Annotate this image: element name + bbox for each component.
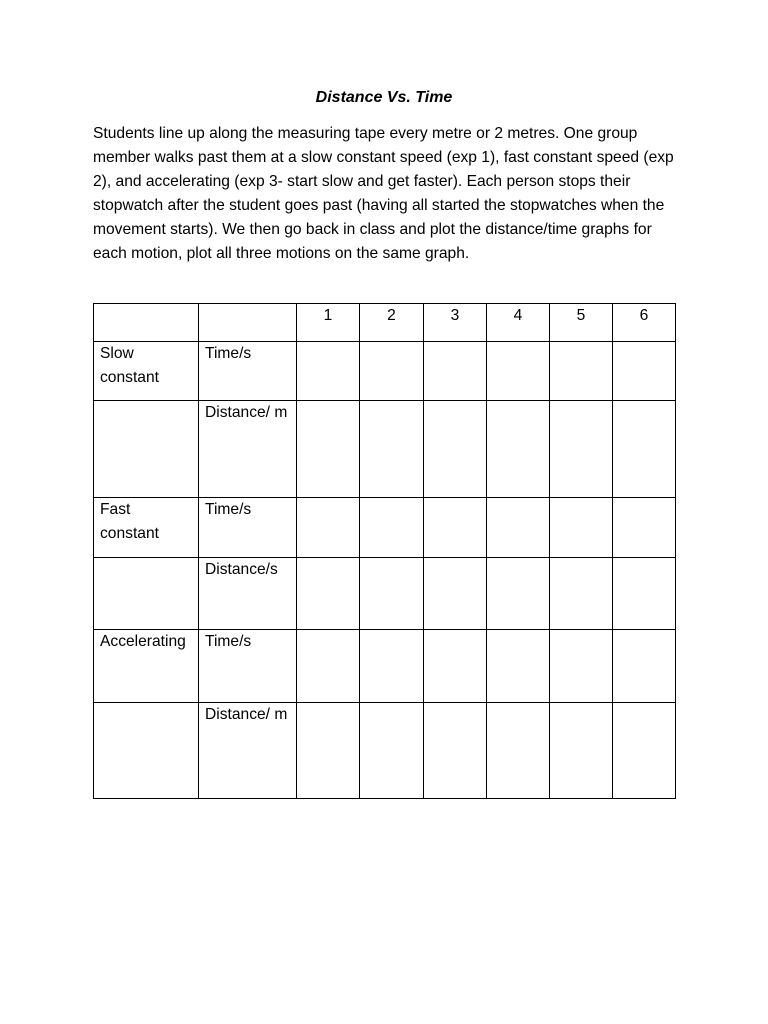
data-entry-cell[interactable] [424,342,487,401]
data-entry-cell[interactable] [424,630,487,703]
table-row [94,401,676,498]
measure-label: Time/s [199,498,297,558]
data-entry-cell[interactable] [297,498,360,558]
data-entry-cell[interactable] [613,498,676,558]
data-entry-cell[interactable] [360,401,424,498]
data-entry-cell[interactable] [613,703,676,799]
header-empty-cell[interactable] [199,304,297,342]
data-entry-cell[interactable] [297,558,360,630]
results-table [93,303,676,799]
data-entry-cell[interactable] [424,498,487,558]
trial-header: 6 [613,304,676,342]
table-header-row [94,304,676,342]
table-row [94,342,676,401]
measure-label: Distance/ m [199,401,297,498]
experiment-label [94,703,199,799]
trial-header: 3 [424,304,487,342]
trial-header: 1 [297,304,360,342]
data-entry-cell[interactable] [550,703,613,799]
experiment-label: Slow constant [94,342,199,401]
trial-header: 2 [360,304,424,342]
data-entry-cell[interactable] [550,630,613,703]
trial-header: 4 [487,304,550,342]
data-entry-cell[interactable] [297,703,360,799]
data-entry-cell[interactable] [424,558,487,630]
data-entry-cell[interactable] [550,401,613,498]
document-title: Distance Vs. Time [315,89,453,106]
data-entry-cell[interactable] [613,401,676,498]
data-entry-cell[interactable] [613,558,676,630]
data-entry-cell[interactable] [424,401,487,498]
data-entry-cell[interactable] [550,558,613,630]
header-empty-cell[interactable] [94,304,199,342]
measure-label: Time/s [199,630,297,703]
data-entry-cell[interactable] [297,342,360,401]
data-entry-cell[interactable] [424,703,487,799]
data-entry-cell[interactable] [360,342,424,401]
measure-label: Distance/s [199,558,297,630]
measure-label: Distance/ m [199,703,297,799]
experiment-label [94,558,199,630]
trial-header: 5 [550,304,613,342]
experiment-label: Fast constant [94,498,199,558]
table-row [94,558,676,630]
data-entry-cell[interactable] [360,498,424,558]
data-entry-cell[interactable] [297,401,360,498]
data-entry-cell[interactable] [487,342,550,401]
data-entry-cell[interactable] [360,630,424,703]
data-entry-cell[interactable] [297,630,360,703]
data-entry-cell[interactable] [487,630,550,703]
instructions-paragraph: Students line up along the measuring tape every metre or 2 metres. One group member walks past them at a slow constant speed (exp 1), fast constant speed (exp 2), and accelerating (exp 3- start slow and get faster). Each person stops their stopwatch after the student goes past (having all started the stopwatches when the movement starts). We then go back in class and plot the distance/time graphs for each motion, plot all three motions on the same graph. [93,125,674,262]
data-entry-cell[interactable] [360,703,424,799]
table-row [94,630,676,703]
experiment-label: Accelerating [94,630,199,703]
data-entry-cell[interactable] [360,558,424,630]
data-entry-cell[interactable] [613,342,676,401]
table-row [94,498,676,558]
experiment-label [94,401,199,498]
data-entry-cell[interactable] [487,401,550,498]
data-entry-cell[interactable] [487,703,550,799]
data-entry-cell[interactable] [487,498,550,558]
data-entry-cell[interactable] [487,558,550,630]
data-entry-cell[interactable] [550,498,613,558]
data-entry-cell[interactable] [613,630,676,703]
table-row [94,703,676,799]
measure-label: Time/s [199,342,297,401]
data-entry-cell[interactable] [550,342,613,401]
